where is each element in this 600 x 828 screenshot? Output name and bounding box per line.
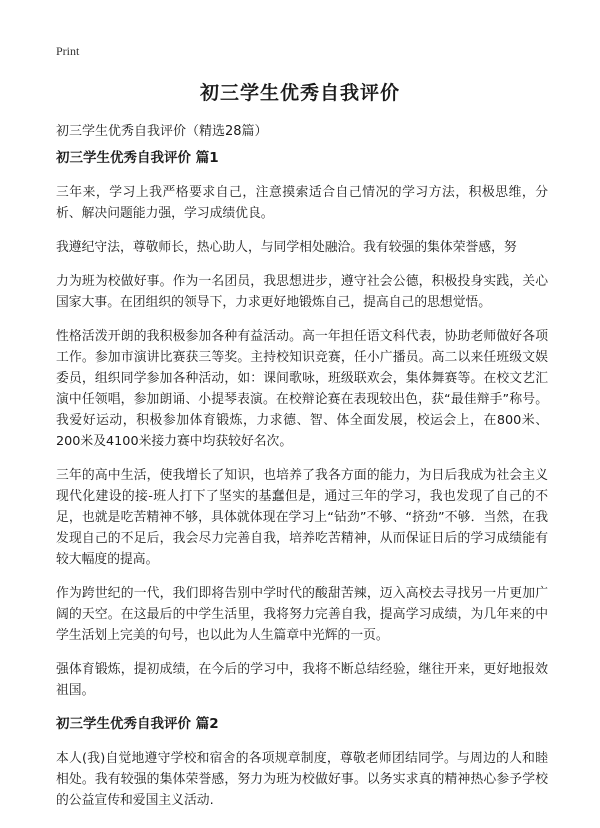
page-subtitle: 初三学生优秀自我评价（精选28篇） — [56, 124, 268, 139]
paragraph: 本人(我)自觉地遵守学校和宿舍的各项规章制度，尊敬老师团结同学。与周边的人和睦相处。我有较强的集体荣誉感，努力为班为校做好事。以务实求真的精神热心参予学校的公益宣传和爱国主义活动. — [56, 751, 548, 808]
section-heading-2: 初三学生优秀自我评价 篇2 — [56, 716, 219, 732]
paragraph: 三年来，学习上我严格要求自己，注意摸索适合自己情况的学习方法，积极思维，分析、解决问题能力强，学习成绩优良。 — [56, 185, 548, 221]
paragraph: 我遵纪守法，尊敬师长，热心助人，与同学相处融洽。我有较强的集体荣誉感，努 — [56, 240, 517, 255]
paragraph: 力为班为校做好事。作为一名团员，我思想进步，遵守社会公德，积极投身实践，关心国家大事。在团组织的领导下，力求更好地锻炼自己，提高自己的思想觉悟。 — [56, 274, 548, 310]
paragraph: 强体育锻炼，提初成绩，在今后的学习中，我将不断总结经验，继往开来，更好地报效祖国。 — [56, 662, 548, 698]
print-label[interactable]: Print — [56, 44, 80, 58]
article-body — [56, 148, 548, 824]
section-heading-1: 初三学生优秀自我评价 篇1 — [56, 150, 219, 166]
paragraph: 作为跨世纪的一代，我们即将告别中学时代的酸甜苦辣，迈入高校去寻找另一片更加广阔的天空。在这最后的中学生活里，我将努力完善自我，提高学习成绩，为几年来的中学生活划上完美的句号，也以此为人生篇章中光辉的一页。 — [56, 586, 548, 643]
page-title: 初三学生优秀自我评价 — [199, 82, 400, 104]
paragraph: 性格活泼开朗的我积极参加各种有益活动。高一年担任语文科代表，协助老师做好各项工作。参加市演讲比赛获三等奖。主持校知识竞赛，任小广播员。高二以来任班级文娱委员，组织同学参加各种活动，如：课间歌咏，班级联欢会，集体舞赛等。在校文艺汇演中任领唱，参加朗诵、小提琴表演。在校辩论赛在表现较出色，获“最佳辩手”称号。我爱好运动，积极参加体育锻炼，力求德、智、体全面发展，校运会上，在800米、200米及4100米接力赛中均获较好名次。 — [56, 329, 548, 449]
paragraph: 三年的高中生活，使我增长了知识，也培养了我各方面的能力，为日后我成为社会主义现代化建设的接-班人打下了坚实的基蠢但是，通过三年的学习，我也发现了自己的不足，也就是吃苦精神不够，具体就体现在学习上“钻劲”不够、“挤劲”不够．当然，在我发现自己的不足后，我会尽力完善自我，培养吃苦精神，从而保证日后的学习成绩能有较大幅度的提高。 — [56, 468, 548, 567]
